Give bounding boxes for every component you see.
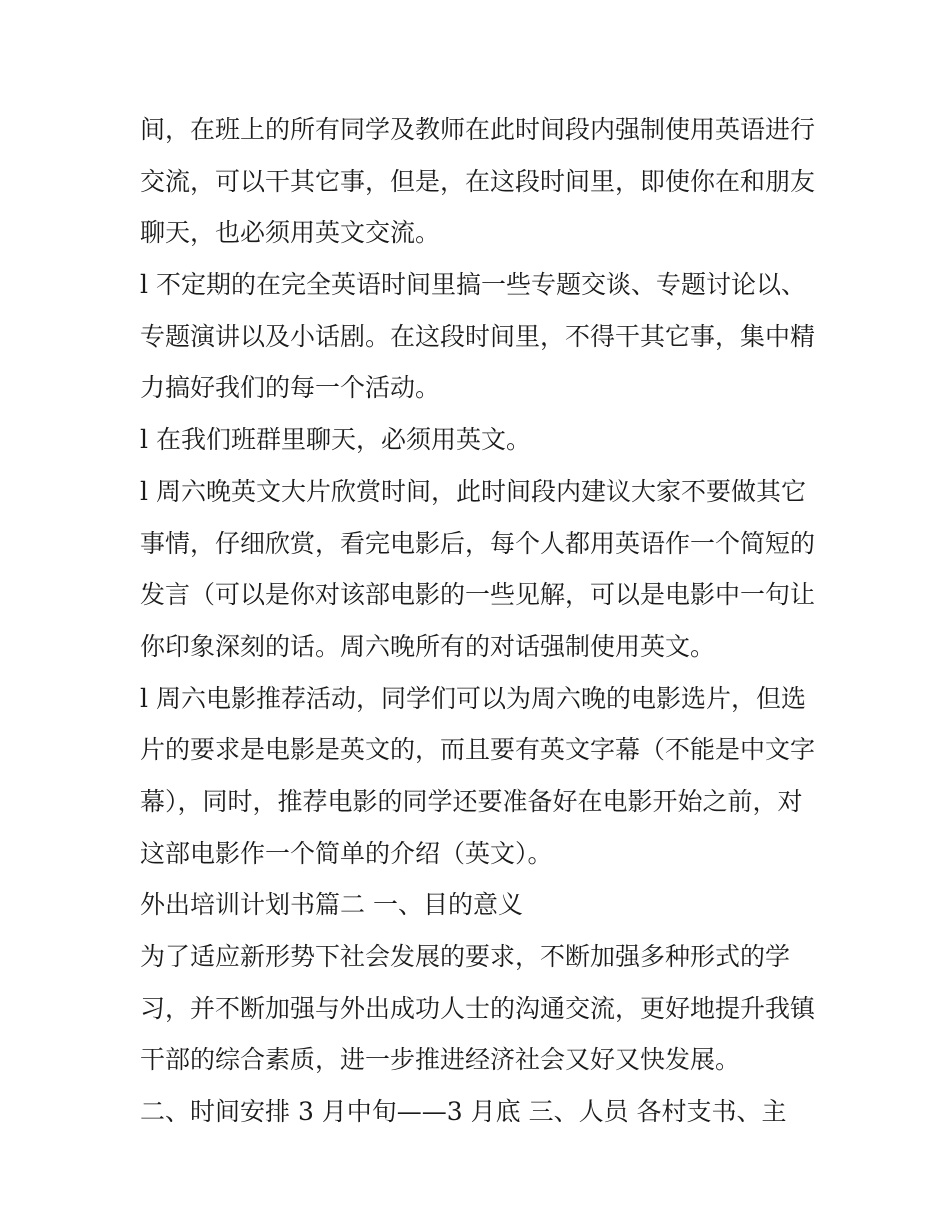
- bullet-line: l 在我们班群里聊天，必须用英文。: [140, 425, 531, 455]
- text-line: 这部电影作一个简单的介绍（英文）。: [140, 838, 553, 868]
- text-line: 事情，仔细欣赏，看完电影后，每个人都用英语作一个简短的: [140, 528, 816, 558]
- text-line: 专题演讲以及小话剧。在这段时间里，不得干其它事，集中精: [140, 321, 816, 351]
- text-line: 干部的综合素质，进一步推进经济社会又好又快发展。: [140, 1045, 741, 1075]
- text-line: 间，在班上的所有同学及教师在此时间段内强制使用英语进行: [140, 115, 816, 144]
- bullet-line: l 不定期的在完全英语时间里搞一些专题交谈、专题讨论以、: [140, 270, 806, 300]
- text-line: 片的要求是电影是英文的，而且要有英文字幕（不能是中文字: [140, 735, 816, 765]
- bullet-line: l 周六晚英文大片欣赏时间，此时间段内建议大家不要做其它: [140, 476, 806, 506]
- text-line: 力搞好我们的每一个活动。: [140, 373, 441, 403]
- text-line: 交流，可以干其它事，但是，在这段时间里，即使你在和朋友: [140, 166, 816, 196]
- text-line: 发言（可以是你对该部电影的一些见解，可以是电影中一句让: [140, 580, 816, 610]
- section-heading: 外出培训计划书篇二 一、目的意义: [140, 890, 523, 920]
- document-body: [140, 104, 830, 1138]
- text-line: 幕），同时，推荐电影的同学还要准备好在电影开始之前，对: [140, 786, 803, 816]
- bullet-line: l 周六电影推荐活动，同学们可以为周六晚的电影选片，但选: [140, 683, 806, 713]
- text-line: 你印象深刻的话。周六晚所有的对话强制使用英文。: [140, 631, 716, 661]
- text-line: 习，并不断加强与外出成功人士的沟通交流，更好地提升我镇: [140, 993, 816, 1023]
- text-line: 为了适应新形势下社会发展的要求，不断加强多种形式的学: [140, 942, 791, 971]
- text-line: 聊天，也必须用英文交流。: [140, 218, 441, 248]
- text-line: 二、时间安排 3 月中旬——3 月底 三、人员 各村支书、主: [140, 1097, 787, 1127]
